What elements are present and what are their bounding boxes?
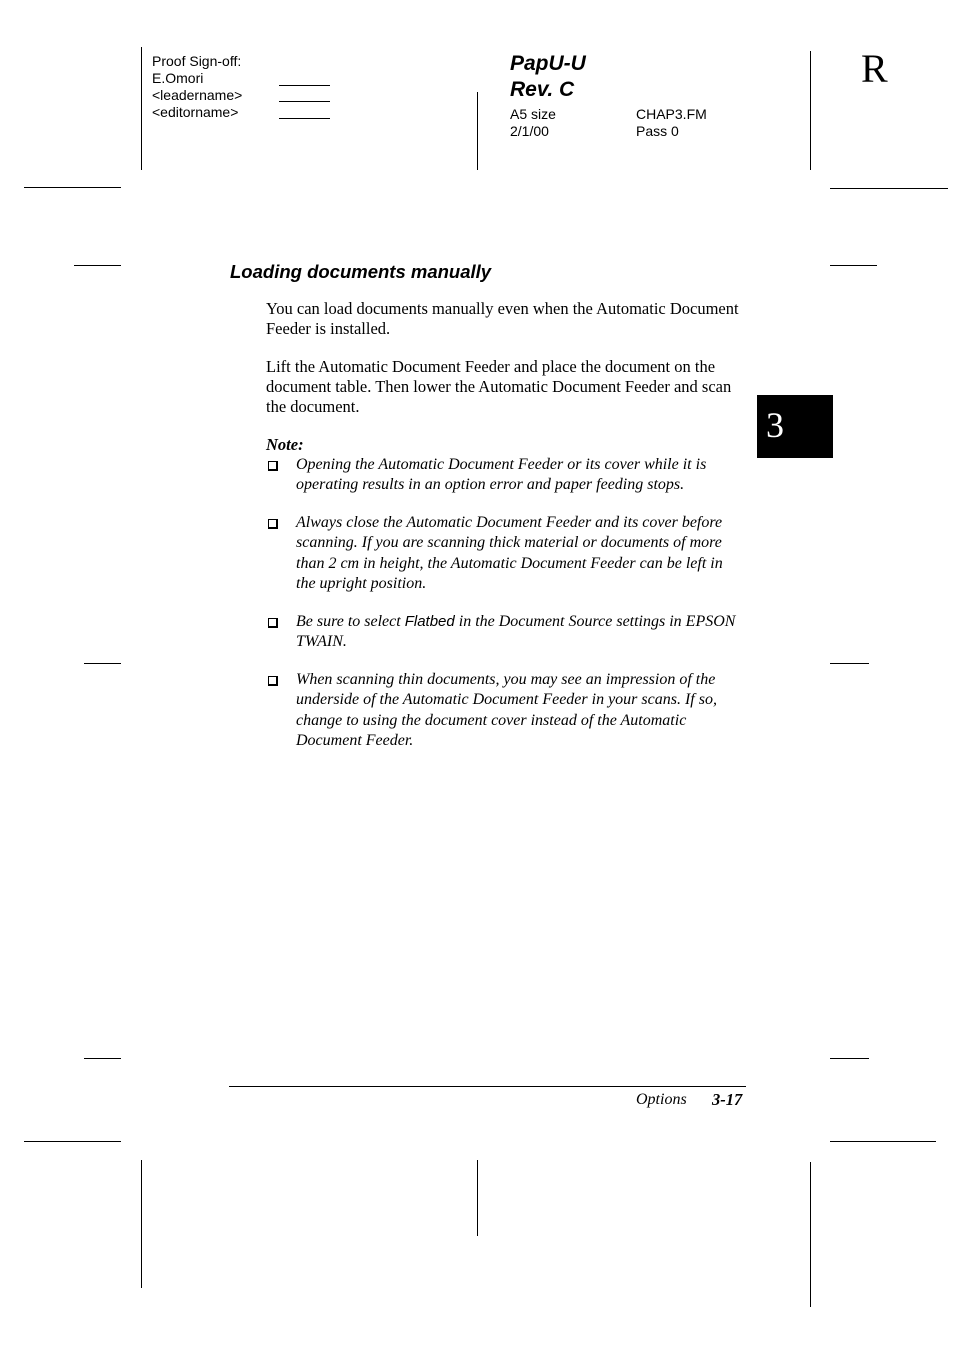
crop-mark [810,51,811,170]
footer-section: Options [636,1091,687,1108]
checkbox-bullet-icon [268,519,278,529]
crop-mark [141,47,142,170]
checkbox-bullet-icon [268,618,278,628]
crop-mark [830,188,948,189]
signature-line [279,85,330,86]
page-size: A5 size [510,106,556,122]
note-item: Opening the Automatic Document Feeder or its cover while it is operating results in an option error and paper feeding stops. [296,456,707,494]
product-revision: Rev. C [510,78,575,101]
note-text: Be sure to select [296,613,405,630]
proof-signoff [152,53,242,121]
product-name: PapU-U [510,52,586,75]
crop-mark [830,663,869,664]
note-item: Always close the Automatic Document Feeder and its cover before scanning. If you are scanning thick material or documents of more than 2 cm in height, the Automatic Document Feeder can be left in the upright position. [296,514,723,592]
note-item [296,612,746,653]
proof-label: Proof Sign-off: [152,53,242,69]
pass-number: Pass 0 [636,123,679,139]
paragraph: Lift the Automatic Document Feeder and place the document on the document table. Then lower the Automatic Document Feeder and scan the document. [266,357,732,416]
checkbox-bullet-icon [268,461,278,471]
proof-editor: <editorname> [152,104,239,120]
crop-mark [24,187,121,188]
checkbox-bullet-icon [268,676,278,686]
crop-mark [810,1162,811,1307]
crop-mark [84,663,121,664]
signature-line [279,118,330,119]
file-name: CHAP3.FM [636,106,707,122]
note-item: When scanning thin documents, you may see an impression of the underside of the Automatic Document Feeder in your scans. If so, change to using the document cover instead of the Automatic Document Feeder. [296,671,717,749]
note-label: Note: [266,435,304,454]
section-heading: Loading documents manually [230,261,492,282]
crop-mark [830,1058,869,1059]
product-title [510,51,586,103]
crop-mark [830,1141,936,1142]
crop-mark [24,1141,121,1142]
page-number: 3-17 [712,1090,743,1109]
flatbed-setting: Flatbed [404,613,455,630]
print-date: 2/1/00 [510,123,549,139]
paragraph: You can load documents manually even when the Automatic Document Feeder is installed. [266,299,739,338]
crop-mark [477,1160,478,1236]
crop-mark [141,1160,142,1288]
signature-line [279,101,330,102]
crop-mark [830,265,877,266]
chapter-number: 3 [766,405,784,445]
crop-mark [477,92,478,170]
note-text: in the Document Source settings in EPSON TWAIN. [296,613,736,651]
proof-leader: <leadername> [152,87,243,103]
chapter-tab [757,395,833,458]
crop-mark [84,1058,121,1059]
crop-mark [74,265,121,266]
proof-name: E.Omori [152,70,204,86]
corner-mark: R [861,46,888,91]
footer-rule [229,1086,746,1087]
